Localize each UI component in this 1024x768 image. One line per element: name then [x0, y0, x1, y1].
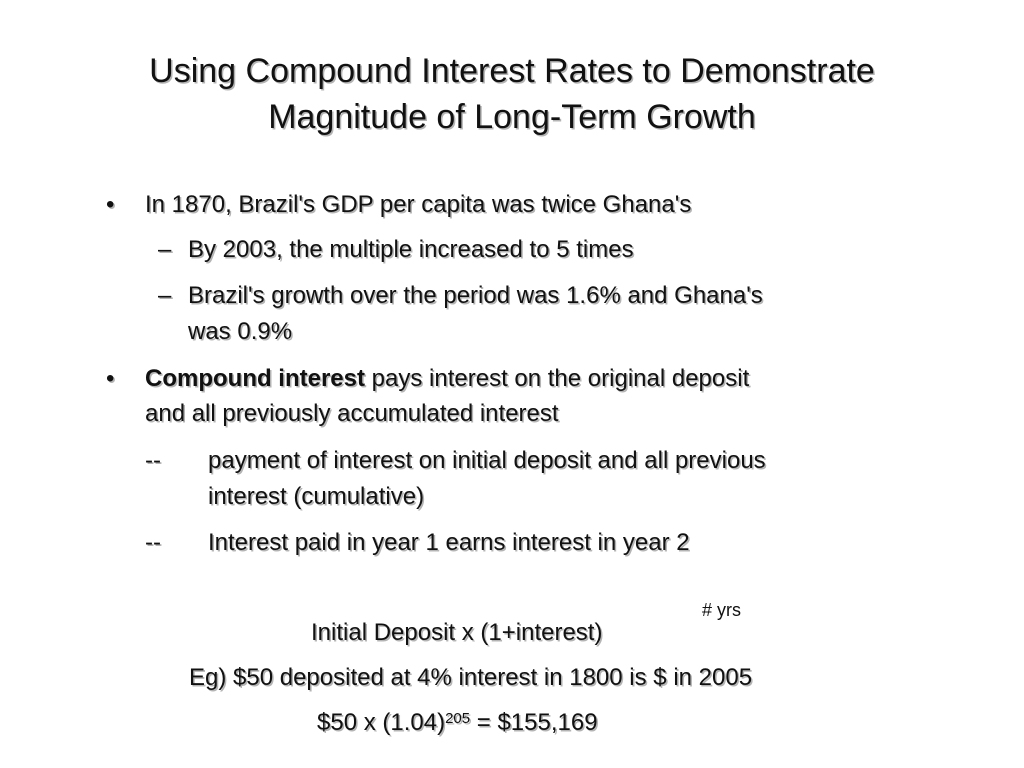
- sub-bullet-4-text: Interest paid in year 1 earns interest in year 2: [208, 529, 690, 556]
- title-line-2: Magnitude of Long-Term Growth: [268, 98, 756, 136]
- bullet-2-line-2: and all previously accumulated interest: [145, 400, 559, 427]
- title-line-1: Using Compound Interest Rates to Demonstrate: [149, 52, 875, 90]
- slide-title: [0, 48, 1024, 140]
- formula-calculation: [317, 706, 598, 740]
- calc-result: = $155,169: [470, 709, 598, 736]
- bullet-marker: •: [106, 365, 115, 392]
- calc-base: $50 x (1.04): [317, 709, 446, 736]
- bullet-2-line-1: [145, 362, 749, 396]
- sub-bullet-marker: --: [145, 447, 161, 474]
- formula-example: Eg) $50 deposited at 4% interest in 1800 is $ in 2005: [189, 664, 753, 691]
- sub-bullet-marker: --: [145, 529, 161, 556]
- sub-bullet-2-line-2: was 0.9%: [188, 318, 293, 345]
- sub-bullet-marker: –: [158, 236, 172, 263]
- calc-exponent: 205: [445, 710, 471, 727]
- sub-bullet-1-text: By 2003, the multiple increased to 5 times: [188, 236, 634, 263]
- bullet-2-line-1-rest: pays interest on the original deposit: [365, 365, 750, 392]
- bullet-1-text: In 1870, Brazil's GDP per capita was twice Ghana's: [145, 191, 692, 218]
- sub-bullet-marker: –: [158, 282, 172, 309]
- sub-bullet-2-line-1: Brazil's growth over the period was 1.6% and Ghana's: [188, 282, 763, 309]
- formula-main: Initial Deposit x (1+interest): [311, 619, 603, 646]
- exponent-label: # yrs: [702, 600, 742, 620]
- sub-bullet-3-line-2: interest (cumulative): [208, 483, 425, 510]
- bullet-2-bold-term: Compound interest: [145, 365, 365, 392]
- sub-bullet-3-line-1: payment of interest on initial deposit and all previous: [208, 447, 766, 474]
- bullet-marker: •: [106, 191, 115, 218]
